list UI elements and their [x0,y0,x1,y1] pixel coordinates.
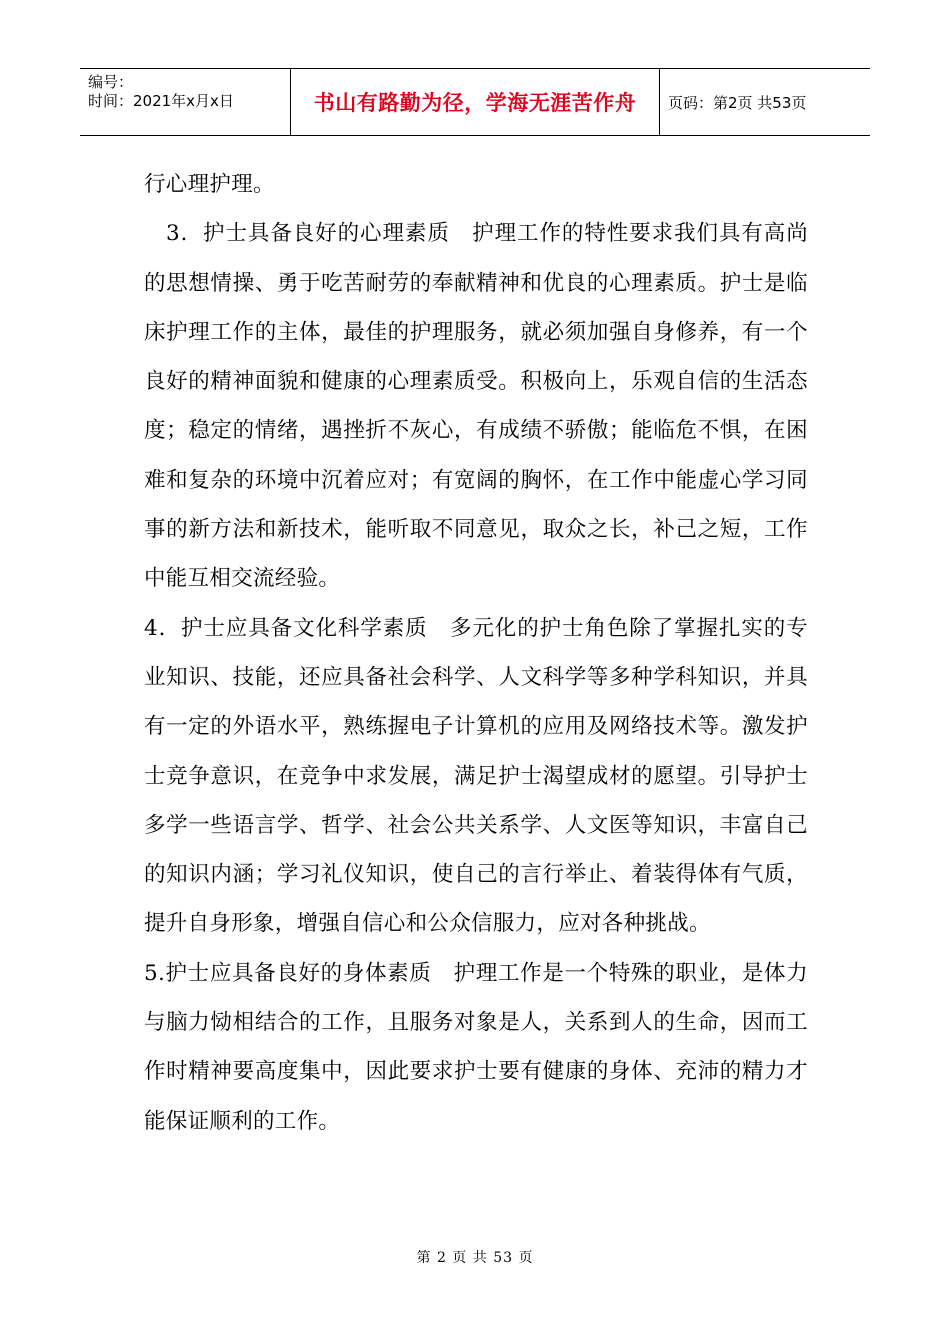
header-motto: 书山有路勤为径，学海无涯苦作舟 [291,69,660,135]
paragraph-section-4: 4．护士应具备文化科学素质 多元化的护士角色除了掌握扎实的专业知识、技能，还应具备社会科学、人文科学等多种学科知识，并具有一定的外语水平，熟练握电子计算机的应用及网络技术等。激发护士竞争意识，在竞争中求发展，满足护士渴望成材的愿望。引导护士多学一些语言学、哲学、社会公共关系学、人文医等知识，丰富自己的知识内涵；学习礼仪知识，使自己的言行举止、着装得体有气质，提升自身形象，增强自信心和公众信服力，应对各种挑战。 [144,615,808,937]
paragraph-section-3: 3．护士具备良好的心理素质 护理工作的特性要求我们具有高尚的思想情操、勇于吃苦耐劳的奉献精神和优良的心理素质。护士是临床护理工作的主体，最佳的护理服务，就必须加强自身修养，有一个良好的精神面貌和健康的心理素质受。积极向上，乐观自信的生活态度；稳定的情绪，遇挫折不灰心，有成绩不骄傲；能临危不惧，在困难和复杂的环境中沉着应对；有宽阔的胸怀，在工作中能虚心学习同事的新方法和新技术，能听取不同意见，取众之长，补己之短，工作中能互相交流经验。 [144,221,808,592]
page-footer: 第 2 页 共 53 页 [416,1250,534,1266]
document-body [144,160,808,1146]
paragraph-section-5: 5.护士应具备良好的身体素质 护理工作是一个特殊的职业，是体力与脑力恸相结合的工作，且服务对象是人，关系到人的生命，因而工作时精神要高度集中，因此要求护士要有健康的身体、充沛的精力才能保证顺利的工作。 [144,960,808,1134]
header-page-info: 页码：第2页 共53页 [668,93,807,112]
paragraph-continuation: 行心理护理。 [144,172,275,197]
number-label: 编号： [88,73,134,91]
time-label: 时间：2021年x月x日 [88,92,234,110]
header-meta [80,69,291,135]
page-header [80,68,870,136]
